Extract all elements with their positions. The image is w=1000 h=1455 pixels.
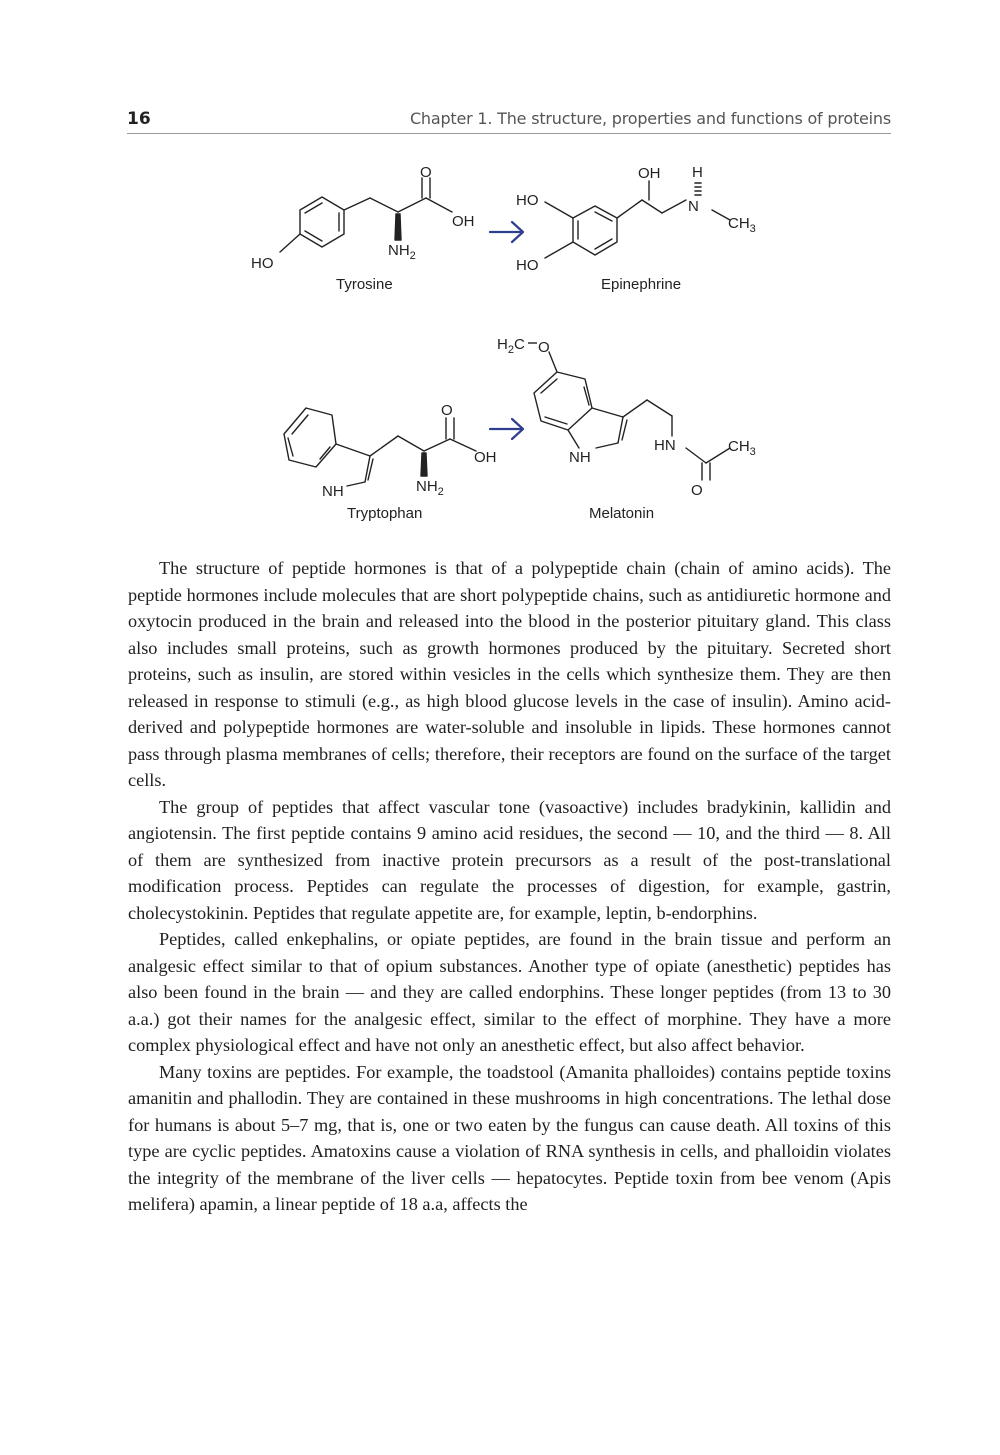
reaction-arrow-icon [490,222,523,242]
tyrosine-o-label: O [420,164,432,181]
paragraph: The group of peptides that affect vascular tone (vasoactive) includes bradykinin, kallidin and angiotensin. The first peptide contains 9 amino acid residues, the second — 10, and the third — 8. All of them are synthesized from inactive protein precursors as a result of the post-translational modification process. Peptides can regulate the processes of digestion, for example, gastrin, cholecystokinin. Peptides that regulate appetite are, for example, leptin, b-endorphins. [128,796,891,923]
tryptophan-name: Tryptophan [347,505,423,522]
epinephrine-ch-label: CH [728,215,750,232]
melatonin-name: Melatonin [589,505,655,522]
tyrosine-oh-label: OH [452,213,475,230]
epinephrine-n-label: N [688,198,699,215]
melatonin-o-top-label: O [538,339,550,356]
paragraph: The structure of peptide hormones is that of a polypeptide chain (chain of amino acids). The peptide hormones include molecules that are short polypeptide chains, such as antidiuretic hormone and oxytocin produced in the brain and released into the blood in the posterior pituitary gland. This class also includes small proteins, such as growth hormones produced by the pituitary. Secreted short proteins, such as insulin, are stored within vesicles in the cells which synthesize them. They are then released in response to stimuli (e.g., as high blood glucose levels in the case of insulin). Amino acid-derived and polypeptide hormones are water-soluble and insoluble in lipids. These hormones cannot pass through plasma membranes of cells; therefore, their receptors are found on the surface of the target cells. [128,558,891,790]
tryptophan-o-label: O [441,402,453,419]
melatonin-c-label: C [513,336,525,353]
tyrosine-name: Tyrosine [336,276,393,293]
svg-text:NH2 [416,478,444,498]
tyrosine-nh-label: NH [388,242,410,259]
melatonin-h-label: H [497,336,508,353]
tyrosine-ho-label: HO [251,255,274,272]
epinephrine-ch-subscript: 3 [749,223,756,235]
melatonin-ch-label: CH [728,438,750,455]
melatonin-o-bottom-label: O [691,482,703,499]
paragraph: Peptides, called enkephalins, or opiate peptides, are found in the brain tissue and perform an analgesic effect similar to that of opium substances. Another type of opiate (anesthetic) peptides has also been found in the brain — and they are called endorphins. These longer peptides (from 13 to 30 a.a.) got their names for the analgesic effect, similar to the effect of morphine. They have a more complex physiological effect and have not only an anesthetic effect, but also affect behavior. [128,929,891,1055]
tryptophan-nh-label: NH [322,483,344,500]
tryptophan-nh2-subscript: 2 [437,486,444,498]
epinephrine-h-label: H [692,164,703,181]
epinephrine-ho-top-label: HO [516,192,539,209]
melatonin-nh-label: NH [569,449,591,466]
hormone-synthesis-figure [0,0,1000,540]
svg-text:CH3 [728,438,756,458]
tyrosine-nh-subscript: 2 [409,250,416,262]
epinephrine-oh-label: OH [638,165,661,182]
running-title: Chapter 1. The structure, properties and functions of proteins [409,109,891,128]
epinephrine-structure [545,181,730,258]
melatonin-h-subscript: 2 [507,344,514,356]
paragraph: Many toxins are peptides. For example, the toadstool (Amanita phalloides) contains peptide toxins amanitin and phallodin. They are contained in these mushrooms in high concentrations. The lethal dose for humans is about 5–7 mg, that is, one or two eaten by the fungus can cause death. All toxins of this type are cyclic peptides. Amatoxins cause a violation of RNA synthesis in cells, and phalloidin violates the integrity of the membrane of the liver cells — hepatocytes. Peptide toxin from bee venom (Apis melifera) apamin, a linear peptide of 18 a.a, affects the [128,1061,891,1214]
body-text [128,555,891,1218]
epinephrine-name: Epinephrine [601,276,682,293]
svg-text:CH3 [728,215,756,235]
tryptophan-oh-label: OH [474,449,497,466]
page-number: 16 [127,109,151,129]
melatonin-structure [534,352,730,480]
melatonin-ch-subscript: 3 [749,446,756,458]
svg-text:NH2 [388,242,416,262]
svg-text:H2C [497,336,525,356]
melatonin-hn-label: HN [654,437,676,454]
reaction-arrow-icon [490,419,523,439]
epinephrine-ho-bottom-label: HO [516,257,539,274]
tyrosine-structure [280,178,452,252]
tryptophan-structure [284,408,476,486]
tryptophan-nh2-label: NH [416,478,438,495]
